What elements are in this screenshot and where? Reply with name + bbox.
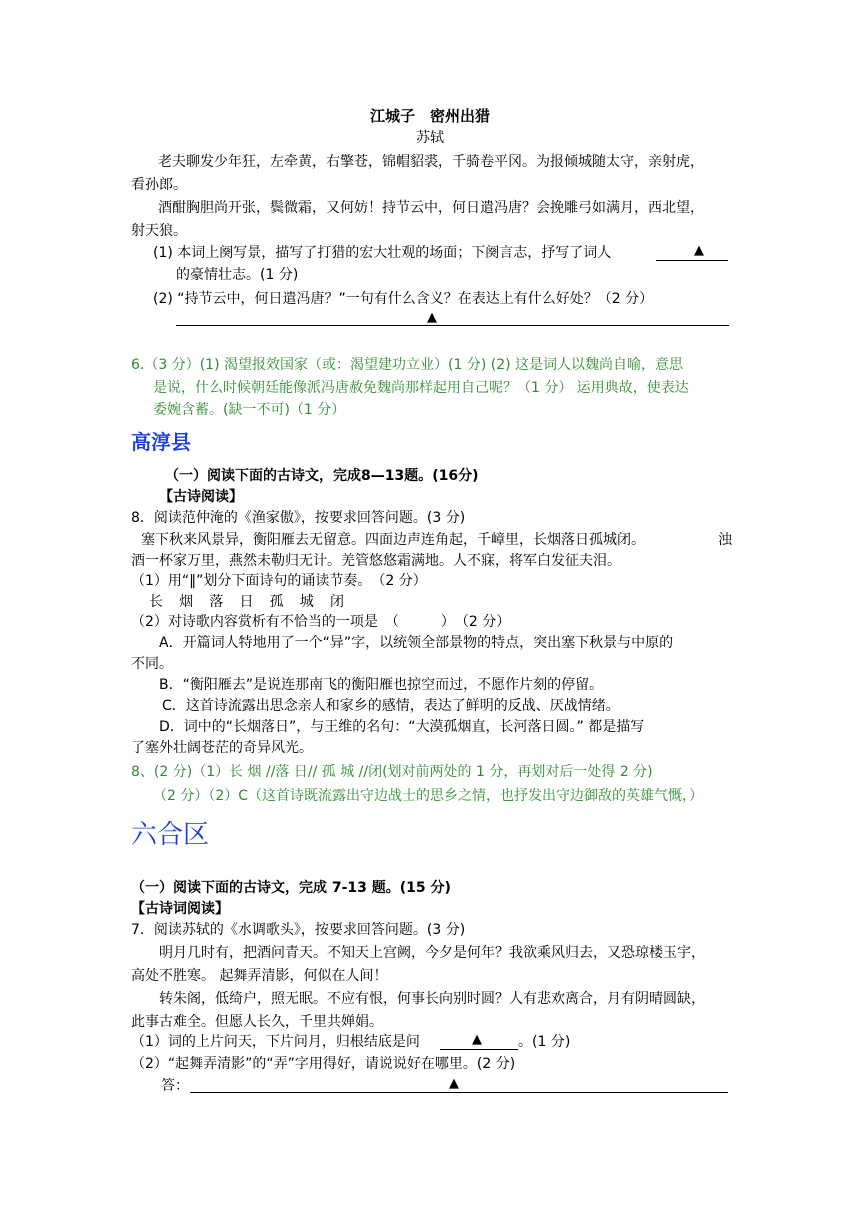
option-c: C．这首诗流露出思念亲人和家乡的感情，表达了鲜明的反战、厌战情绪。 (162, 698, 620, 714)
poem-stanza1-line1: 老夫聊发少年狂，左牵黄，右擎苍，锦帽貂裘，千骑卷平冈。为报倾城随太守，亲射虎， (158, 154, 704, 170)
section-tag: 【古诗阅读】 (159, 489, 243, 505)
answer-8-line2: （2 分）（2）C（这首诗既流露出守边战士的思乡之情，也抒发出守边御敌的英雄气慨，） (153, 788, 704, 804)
section-intro: （一）阅读下面的古诗文，完成8—13题。(16分) (165, 468, 479, 484)
sub-question-1: （1）词的上片问天，下片问月，归根结底是问 (131, 1034, 420, 1050)
rhythm-line (149, 592, 344, 612)
option-a-line1: A．开篇词人特地用了一个“异”字，以统领全部景物的特点，突出塞下秋景与中原的 (159, 635, 674, 651)
option-b: B．“衡阳雁去”是说连那南飞的衡阳雁也掠空而过，不愿作片刻的停留。 (159, 677, 604, 693)
rhythm-char: 日 (239, 594, 254, 610)
blank-marker-icon: ▲ (427, 310, 437, 325)
poem-stanza2-line1: 酒酣胸胆尚开张，鬓微霜，又何妨！持节云中，何日遣冯唐？会挽雕弓如满月，西北望， (158, 200, 704, 216)
option-a-line2: 不同。 (131, 656, 173, 672)
answer-line[interactable] (176, 325, 729, 326)
section-intro: （一）阅读下面的古诗文，完成 7-13 题。(15 分) (131, 880, 451, 896)
poem-line-4: 此事古难全。但愿人长久，千里共婵娟。 (131, 1014, 383, 1030)
poem-line-1-tail: 浊 (718, 532, 732, 548)
poem-line-2: 酒一杯家万里，燕然未勒归无计。羌管悠悠霜满地。人不寐，将军白发征夫泪。 (131, 553, 621, 569)
answer-blank[interactable] (656, 260, 728, 261)
section-tag: 【古诗词阅读】 (131, 901, 229, 917)
rhythm-char: 烟 (179, 594, 194, 610)
answer-line[interactable] (190, 1092, 728, 1093)
question-7: 7．阅读苏轼的《水调歌头》，按要求回答问题。(3 分) (131, 922, 466, 938)
sub-question-2: （2）“起舞弄清影”的“弄”字用得好，请说说好在哪里。(2 分) (131, 1056, 516, 1072)
poem-stanza1-line2: 看孙郎。 (131, 177, 187, 193)
poem-line-1: 明月几时有，把酒问青天。不知天上宫阙，今夕是何年？我欲乘风归去，又恐琼楼玉宇， (159, 945, 705, 961)
rhythm-char: 闭 (329, 594, 344, 610)
answer-6-line1: 6.（3 分）(1) 渴望报效国家（或：渴望建功立业）(1 分) (2) 这是词人以魏尚自喻，意思 (131, 357, 684, 373)
poem-author: 苏轼 (416, 130, 444, 146)
question-6-1: (1) 本词上阕写景，描写了打猎的宏大壮观的场面；下阕言志，抒写了词人 (153, 245, 612, 261)
blank-marker-icon: ▲ (472, 1032, 482, 1047)
answer-8-line1: 8、(2 分)（1）长 烟 //落 日// 孤 城 //闭(划对前两处的 1 分，再划对后一处得 2 分) (131, 764, 653, 780)
option-d-line2: 了塞外壮阔苍茫的奇异风光。 (131, 740, 313, 756)
question-8: 8．阅读范仲淹的《渔家傲》，按要求回答问题。(3 分) (131, 510, 466, 526)
answer-6-line2: 是说，什么时候朝廷能像派冯唐赦免魏尚那样起用自己呢？（1 分） 运用典故，使表达 (153, 380, 689, 396)
rhythm-char: 长 (149, 594, 163, 610)
sub-question-1-tail: 。(1 分) (518, 1034, 571, 1050)
answer-label: 答： (161, 1078, 189, 1094)
poem-line-2: 高处不胜寒。 起舞弄清影，何似在人间！ (131, 968, 388, 984)
poem-title: 江城子 密州出猎 (369, 107, 490, 125)
rhythm-char: 落 (209, 594, 224, 610)
question-6-2: (2) “持节云中，何日遣冯唐？”一句有什么含义？在表达上有什么好处？（2 分） (153, 291, 654, 307)
answer-blank[interactable] (440, 1049, 518, 1050)
poem-stanza2-line2: 射天狼。 (131, 223, 187, 239)
sub-question-1: （1）用“‖”划分下面诗句的诵读节奏。 （2 分） (131, 573, 427, 589)
rhythm-char: 孤 (269, 594, 284, 610)
blank-marker-icon: ▲ (449, 1076, 459, 1091)
poem-line-1: 塞下秋来风景异，衡阳雁去无留意。四面边声连角起，千嶂里，长烟落日孤城闭。 (141, 532, 645, 548)
question-6-1-cont: 的豪情壮志。(1 分) (176, 267, 299, 283)
sub-question-2: （2）对诗歌内容赏析有不恰当的一项是 （ ） （2 分） (131, 614, 511, 630)
rhythm-char: 城 (299, 594, 314, 610)
answer-6-line3: 委婉含蓄。(缺一不可)（1 分） (153, 402, 346, 418)
poem-line-3: 转朱阁，低绮户，照无眠。不应有恨，何事长向别时圆？人有悲欢离合，月有阴晴圆缺， (159, 991, 705, 1007)
section-heading-luhe: 六合区 (131, 820, 210, 850)
blank-marker-icon: ▲ (694, 243, 704, 258)
option-d-line1: D．词中的“长烟落日”，与王维的名句：“大漠孤烟直，长河落日圆。” 都是描写 (159, 719, 645, 735)
section-heading-gaochun: 高淳县 (131, 430, 191, 454)
